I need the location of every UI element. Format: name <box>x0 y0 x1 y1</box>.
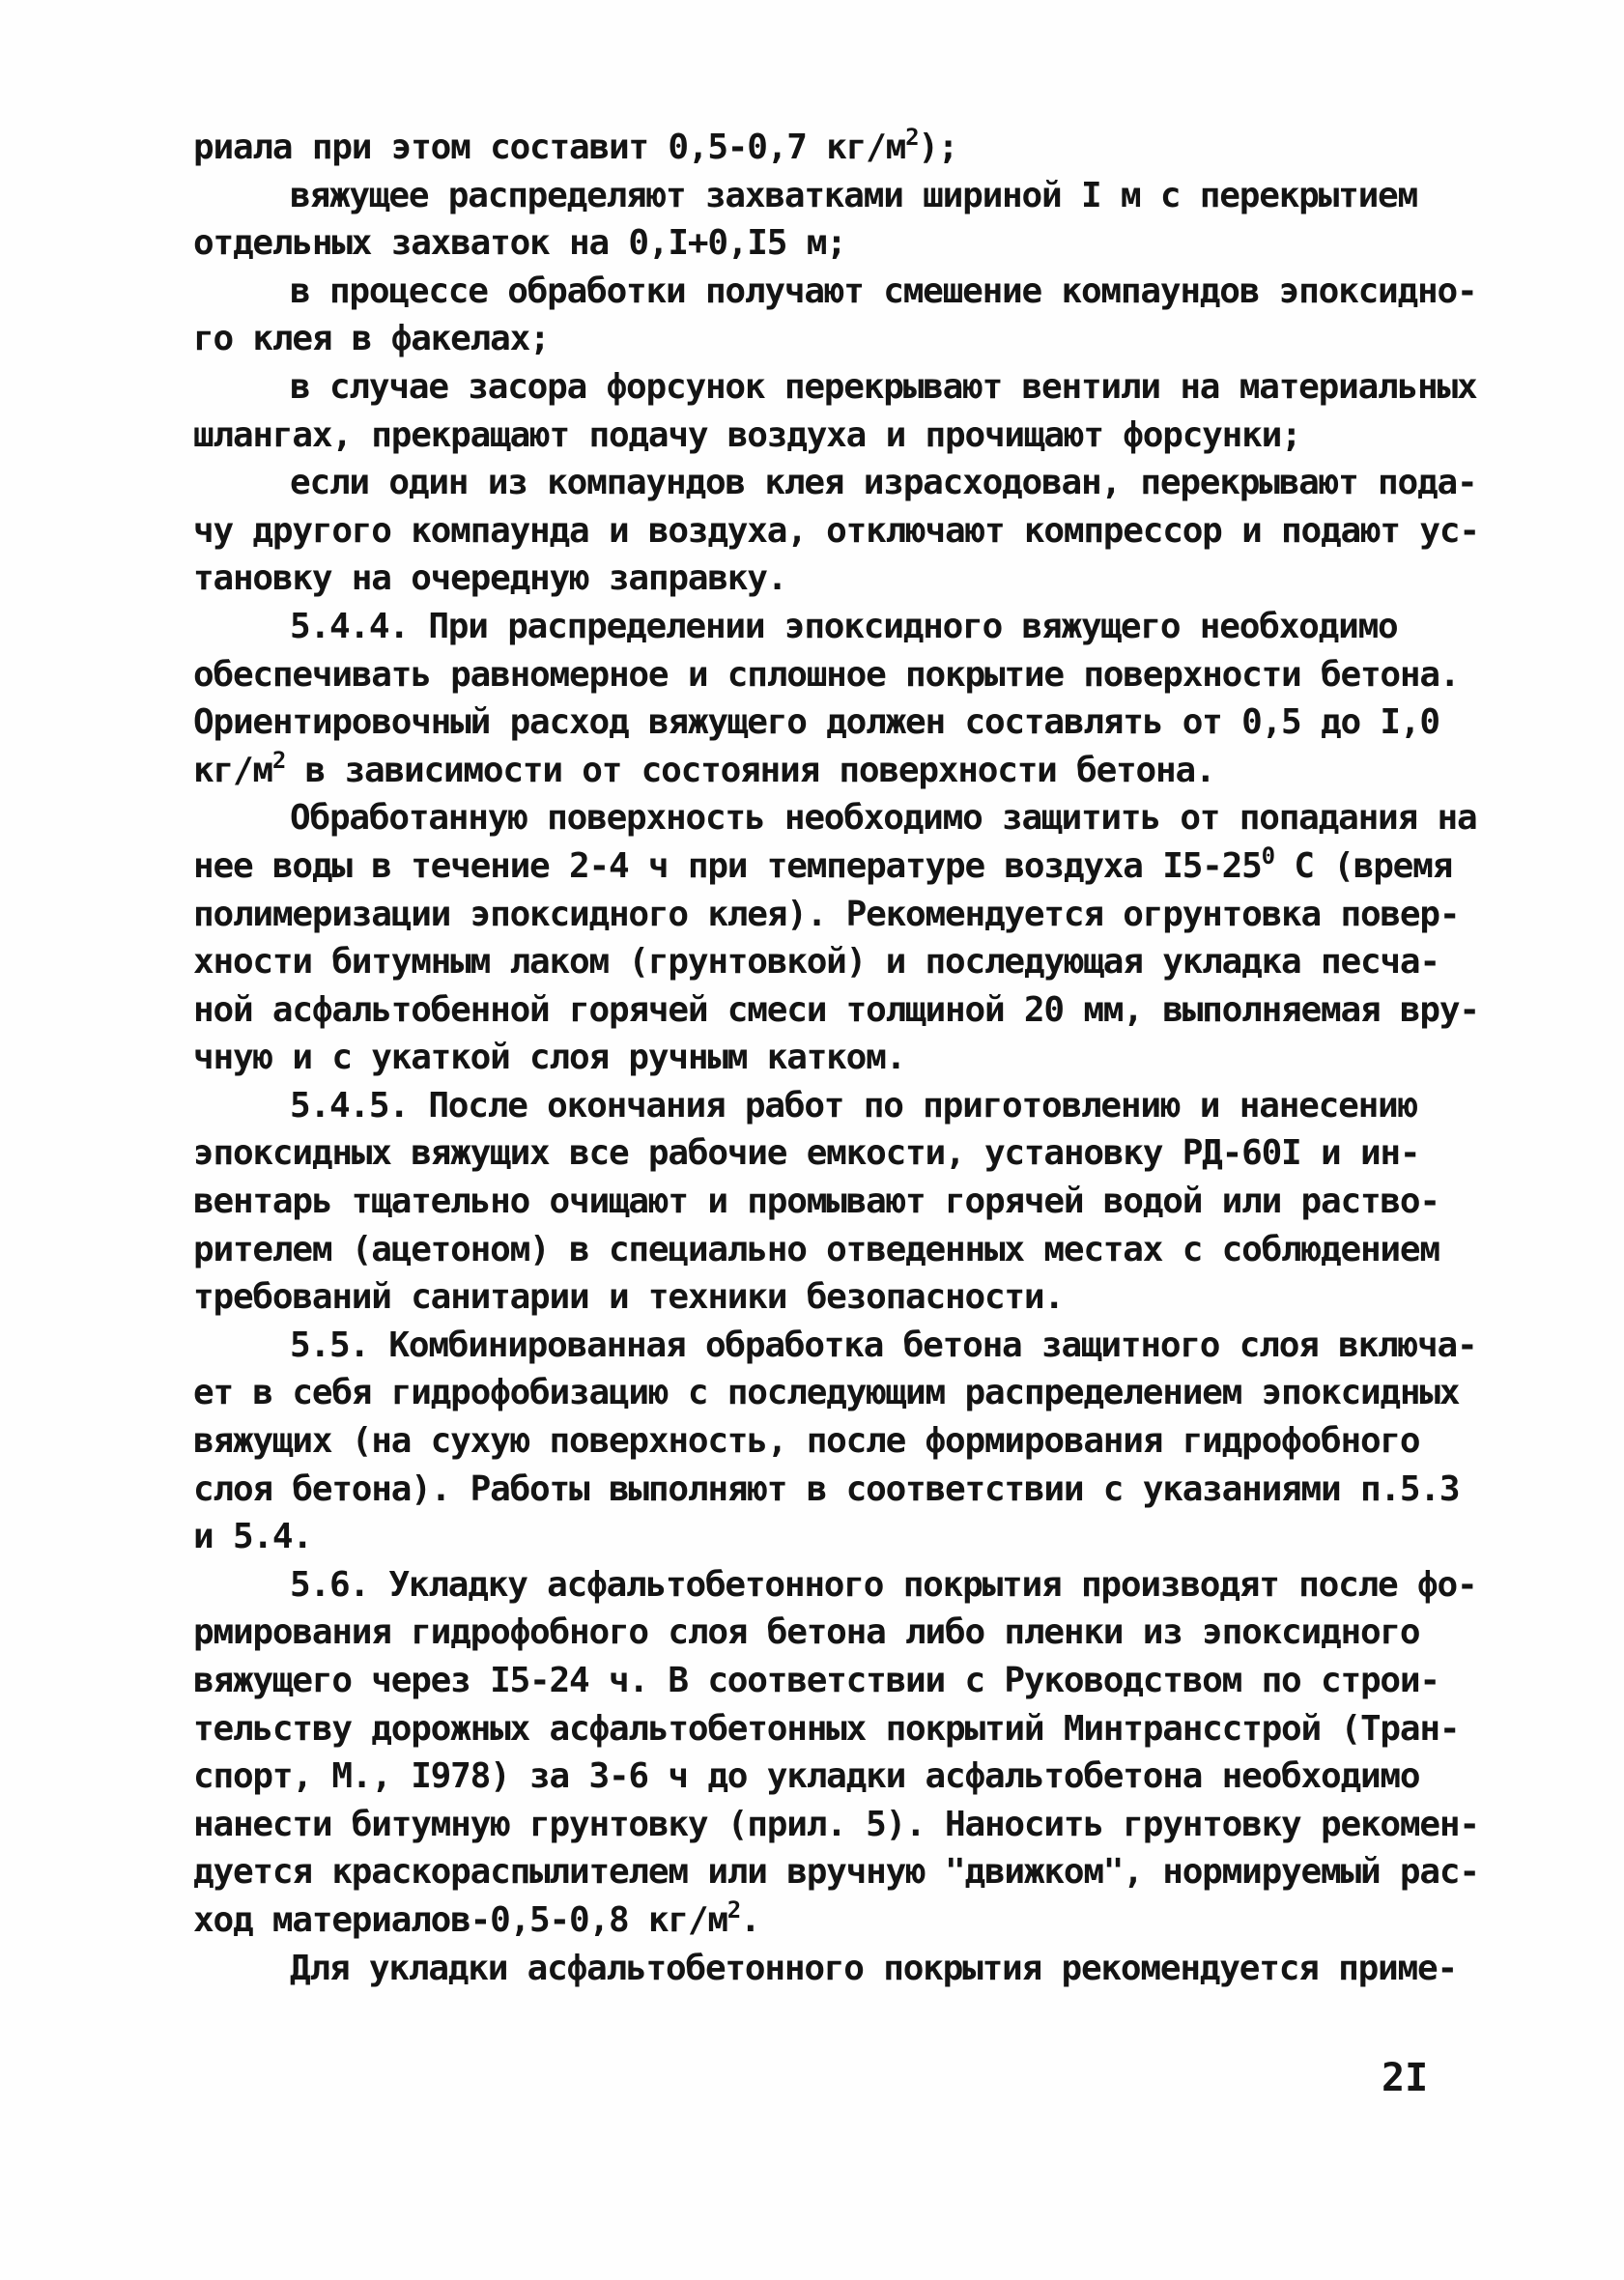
text-line <box>193 219 1468 268</box>
text-line-content: рмирования гидрофобного слоя бетона либо пленки из эпоксидного <box>193 1612 1420 1653</box>
text-line-content: вяжущего через I5-24 ч. В соответствии с Руководством по строи- <box>193 1661 1439 1700</box>
text-line-content: 5.6. Укладку асфальтобетонного покрытия производят после фо- <box>290 1564 1477 1605</box>
text-line-content: и 5.4. <box>193 1517 312 1557</box>
text-line <box>193 698 1468 747</box>
text-line <box>193 555 1468 603</box>
text-line-content: если один из компаундов клея израсходован, перекрывают пода- <box>290 463 1477 503</box>
text-line-content: ход материалов-0,5-0,8 кг/м <box>193 1899 727 1940</box>
text-line-continuation: в зависимости от состояния поверхности бетона. <box>285 750 1215 790</box>
text-line-content: хности битумным лаком (грунтовкой) и последующая укладка песча- <box>193 942 1439 983</box>
text-line <box>193 459 1477 507</box>
text-line <box>193 938 1468 986</box>
text-line <box>193 1848 1479 1896</box>
text-line <box>193 315 1468 363</box>
text-line-content: вяжущее распределяют захватками шириной I м с перекрытием <box>290 175 1418 215</box>
text-line-continuation: С (время <box>1273 845 1453 886</box>
text-line-content: Для укладки асфальтобетонного покрытия рекомендуется приме- <box>290 1948 1457 1988</box>
text-line-content: ет в себя гидрофобизацию с последующим распределением эпоксидных <box>193 1373 1460 1413</box>
text-line <box>193 891 1468 939</box>
text-line <box>193 1945 1468 1993</box>
text-line-continuation: . <box>740 1899 760 1940</box>
text-line-content: 5.4.4. При распределении эпоксидного вяжущего необходимо <box>290 606 1398 646</box>
text-line <box>193 651 1468 699</box>
text-line-content: вентарь тщательно очищают и промывают горячей водой или раство- <box>193 1182 1439 1222</box>
text-line <box>193 172 1468 220</box>
text-line <box>193 1466 1468 1514</box>
text-line <box>193 1705 1468 1753</box>
text-line-content: слоя бетона). Работы выполняют в соответствии с указаниями п.5.3 <box>193 1468 1460 1509</box>
text-line-content: ной асфальтобенной горячей смеси толщиной 20 мм, выполняемая вру- <box>193 989 1479 1030</box>
text-line-content: спорт, М., I978) за 3-6 ч до укладки асфальтобетона необходимо <box>193 1756 1420 1797</box>
text-line <box>193 603 1468 651</box>
text-line <box>193 1609 1468 1657</box>
text-line <box>193 986 1479 1035</box>
text-line-content: кг/м <box>193 750 272 790</box>
text-line <box>193 1369 1468 1417</box>
text-line-content: рителем (ацетоном) в специально отведенных местах с соблюдением <box>193 1229 1439 1269</box>
text-line-content: вяжущих (на сухую поверхность, после формирования гидрофобного <box>193 1421 1420 1462</box>
superscript: 2 <box>905 124 919 151</box>
text-line <box>193 1896 1468 1945</box>
text-line <box>193 1082 1468 1130</box>
text-line-content: Обработанную поверхность необходимо защитить от попадания на <box>290 798 1477 839</box>
text-line <box>193 124 1468 172</box>
text-line <box>193 1273 1468 1322</box>
text-line <box>193 1417 1468 1466</box>
text-line <box>193 1178 1468 1226</box>
text-line-content: Ориентировочный расход вяжущего должен составлять от 0,5 до I,0 <box>193 702 1439 743</box>
text-line-content: тановку на очередную заправку. <box>193 558 787 599</box>
text-line-content: 5.5. Комбинированная обработка бетона защитного слоя включа- <box>290 1325 1477 1365</box>
text-line <box>193 412 1468 460</box>
superscript: 2 <box>727 1895 741 1924</box>
text-line-content: обеспечивать равномерное и сплошное покрытие поверхности бетона. <box>193 654 1460 695</box>
text-line <box>193 1513 1468 1561</box>
text-line-content: в процессе обработки получают смешение компаундов эпоксидно- <box>290 271 1477 311</box>
text-line <box>193 1322 1477 1370</box>
text-line <box>193 1561 1477 1610</box>
text-line-content: нанести битумную грунтовку (прил. 5). Наносить грунтовку рекомен- <box>193 1804 1479 1844</box>
text-line-content: чу другого компаунда и воздуха, отключают компрессор и подают ус- <box>193 510 1479 551</box>
text-line <box>193 363 1477 412</box>
text-line <box>193 1657 1468 1705</box>
text-line-content: в случае засора форсунок перекрывают вентили на материальных <box>290 366 1477 407</box>
text-line <box>193 268 1477 316</box>
document-body <box>193 124 1479 1992</box>
text-line-content: шлангах, прекращают подачу воздуха и прочищают форсунки; <box>193 414 1301 455</box>
superscript: 2 <box>271 746 286 774</box>
text-line <box>193 842 1468 891</box>
text-line-content: требований санитарии и техники безопасности. <box>193 1277 1064 1318</box>
text-line-content: го клея в факелах; <box>193 319 550 359</box>
text-line <box>193 1129 1468 1178</box>
text-line <box>193 747 1468 795</box>
text-line-content: 5.4.5. После окончания работ по приготовлению и нанесению <box>290 1085 1418 1126</box>
text-line-content: полимеризации эпоксидного клея). Рекомендуется огрунтовка повер- <box>193 894 1460 934</box>
text-line <box>193 794 1477 842</box>
page-number: 2I <box>1382 2056 1429 2100</box>
text-line-content: чную и с укаткой слоя ручным катком. <box>193 1038 906 1078</box>
text-line-content: отдельных захваток на 0,I+0,I5 м; <box>193 223 846 264</box>
text-line <box>193 1753 1468 1801</box>
text-line-content: тельству дорожных асфальтобетонных покрытий Минтрансстрой (Тран- <box>193 1708 1460 1749</box>
text-line <box>193 1034 1468 1082</box>
text-line-content: нее воды в течение 2-4 ч при температуре воздуха I5-25 <box>193 845 1262 886</box>
text-line-content: эпоксидных вяжущих все рабочие емкости, установку РД-60I и ин- <box>193 1133 1420 1174</box>
text-line <box>193 507 1479 556</box>
text-line-content: дуется краскораспылителем или вручную "движком", нормируемый рас- <box>193 1852 1479 1893</box>
text-line-content: риала при этом составит 0,5-0,7 кг/м <box>193 128 906 167</box>
superscript: 0 <box>1261 841 1274 869</box>
text-line <box>193 1226 1468 1274</box>
text-line-continuation: ); <box>918 128 958 167</box>
text-line <box>193 1801 1479 1849</box>
